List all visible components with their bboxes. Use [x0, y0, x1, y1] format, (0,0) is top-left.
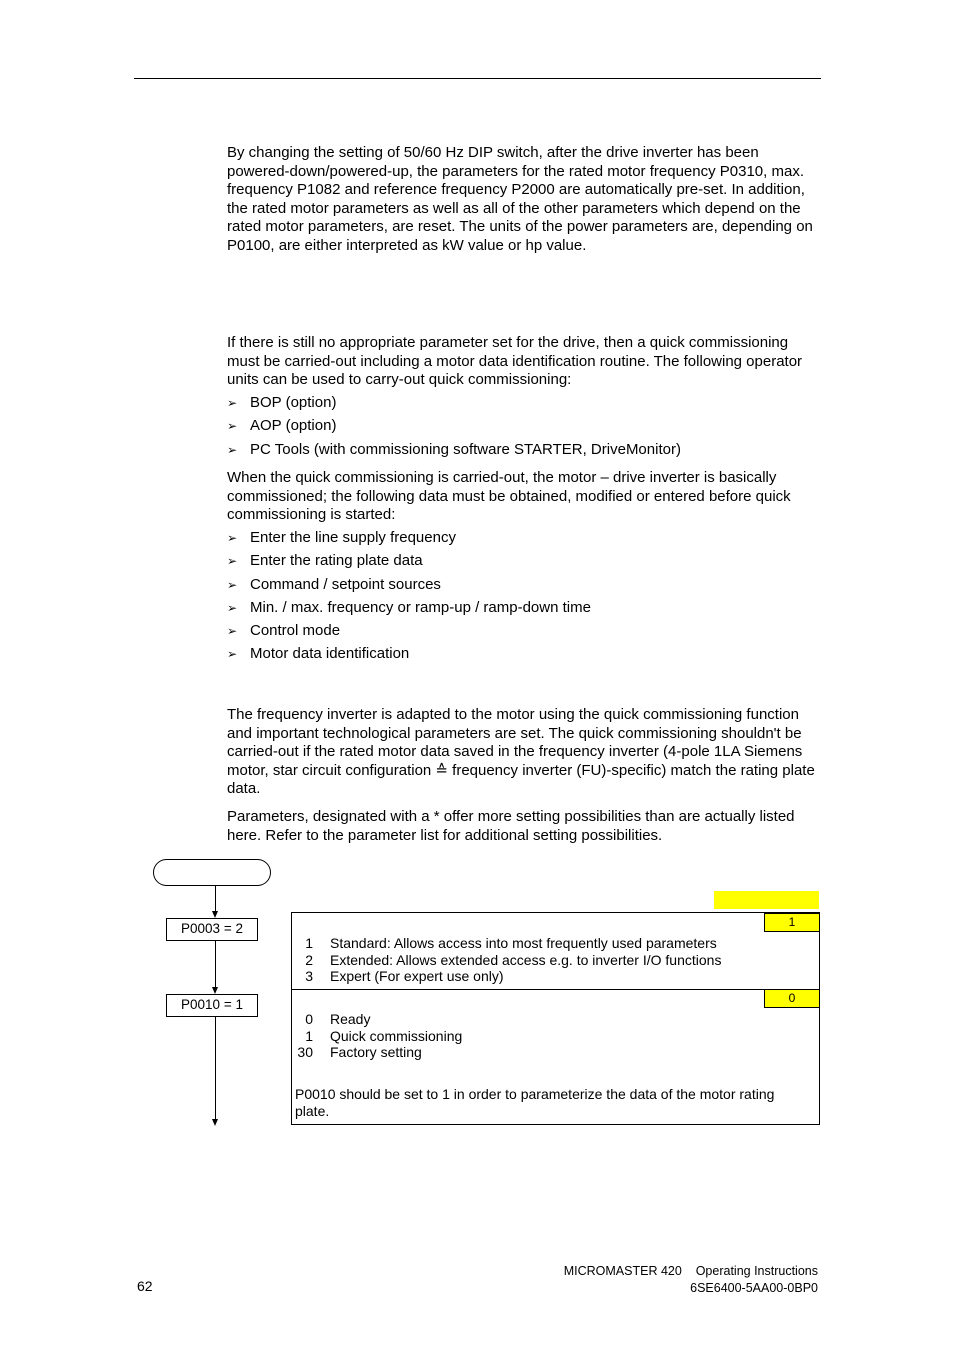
- arrow-bullet-icon: ➢: [227, 600, 238, 615]
- flow-connector: [215, 941, 216, 988]
- order-number: 6SE6400-5AA00-0BP0: [690, 1281, 818, 1295]
- list-item: ➢ BOP (option): [227, 394, 337, 411]
- arrow-down-icon: [212, 987, 218, 994]
- quick-commissioning-intro: If there is still no appropriate parameter set for the drive, then a quick commissioning must be carried-out including a motor data identification routine. The following operator units can be used to carry-out quick commissioning:: [227, 334, 803, 389]
- flow-connector: [215, 886, 216, 912]
- highlight-bar: [714, 891, 819, 909]
- list-item: 3 Expert (For expert use only): [305, 968, 504, 985]
- arrow-bullet-icon: ➢: [227, 647, 238, 662]
- arrow-bullet-icon: ➢: [227, 396, 238, 410]
- operator-units-list: [227, 394, 681, 464]
- p0010-note: P0010 should be set to 1 in order to parameterize the data of the motor rating plate.: [295, 1086, 775, 1119]
- p0003-default-value: 1: [764, 913, 820, 932]
- p0010-step: P0010 = 1: [166, 994, 258, 1017]
- list-item: ➢ Enter the line supply frequency: [227, 529, 456, 546]
- product-title: MICROMASTER 420 Operating Instructions: [563, 1264, 818, 1278]
- list-item: 2 Extended: Allows extended access e.g. to inverter I/O functions: [305, 951, 722, 968]
- arrow-bullet-icon: ➢: [227, 624, 238, 639]
- panel-divider: [291, 989, 820, 990]
- adaptation-paragraph: The frequency inverter is adapted to the motor using the quick commissioning function and important technological parameters are set. The quick commissioning shouldn't be carried-out if the rated motor data saved in the frequency inverter (4-pole 1LA Siemens motor, star circuit configuration ≙ frequency inverter (FU)-specific) match the rating plate data.: [227, 706, 815, 798]
- dip-switch-paragraph: By changing the setting of 50/60 Hz DIP switch, after the drive inverter has been powered-down/powered-up, the parameters for the rated motor frequency P0310, max. frequency P1082 and reference frequency P2000 are automatically pre-set. In addition, the rated motor parameters as well as all of the other parameters which depend on the rated motor parameters, are reset. The units of the power parameters are, depending on P0100, are either interpreted as kW value or hp value.: [227, 144, 813, 254]
- list-item: ➢ Motor data identification: [227, 645, 410, 663]
- flow-start-terminal: [153, 859, 271, 886]
- list-item: 1 Quick commissioning: [305, 1027, 463, 1044]
- arrow-down-icon: [212, 1119, 218, 1126]
- arrow-bullet-icon: ➢: [227, 419, 238, 434]
- list-item: ➢ Enter the rating plate data: [227, 552, 423, 570]
- p0003-step: P0003 = 2: [166, 918, 258, 941]
- arrow-bullet-icon: ➢: [227, 531, 238, 545]
- page-number: 62: [137, 1278, 153, 1294]
- list-item: ➢ PC Tools (with commissioning software STARTER, DriveMonitor): [227, 440, 681, 458]
- arrow-down-icon: [212, 911, 218, 918]
- list-item: 30 Factory setting: [297, 1044, 422, 1061]
- list-item: 0 Ready: [305, 1011, 371, 1027]
- flow-connector: [215, 1017, 216, 1120]
- header-rule: [134, 78, 821, 79]
- arrow-bullet-icon: ➢: [227, 554, 238, 569]
- parameters-note-paragraph: Parameters, designated with a * offer more setting possibilities than are actually listed here. Refer to the parameter list for additional setting possibilities.: [227, 808, 795, 844]
- p0003-options: [296, 935, 721, 985]
- list-item: ➢ Command / setpoint sources: [227, 575, 441, 593]
- p0010-default-value: 0: [764, 989, 820, 1008]
- prerequisites-list: [227, 529, 591, 669]
- list-item: ➢ Control mode: [227, 622, 341, 640]
- list-item: 1 Standard: Allows access into most frequently used parameters: [305, 935, 717, 951]
- arrow-bullet-icon: ➢: [227, 577, 238, 592]
- prerequisites-paragraph: When the quick commissioning is carried-out, the motor – drive inverter is basically commissioned; the following data must be obtained, modified or entered before quick commissioning is started:: [227, 469, 791, 524]
- list-item: ➢ AOP (option): [227, 417, 337, 435]
- arrow-bullet-icon: ➢: [227, 442, 238, 457]
- p0010-options: [296, 1011, 462, 1061]
- list-item: ➢ Min. / max. frequency or ramp-up / ramp-down time: [227, 598, 591, 616]
